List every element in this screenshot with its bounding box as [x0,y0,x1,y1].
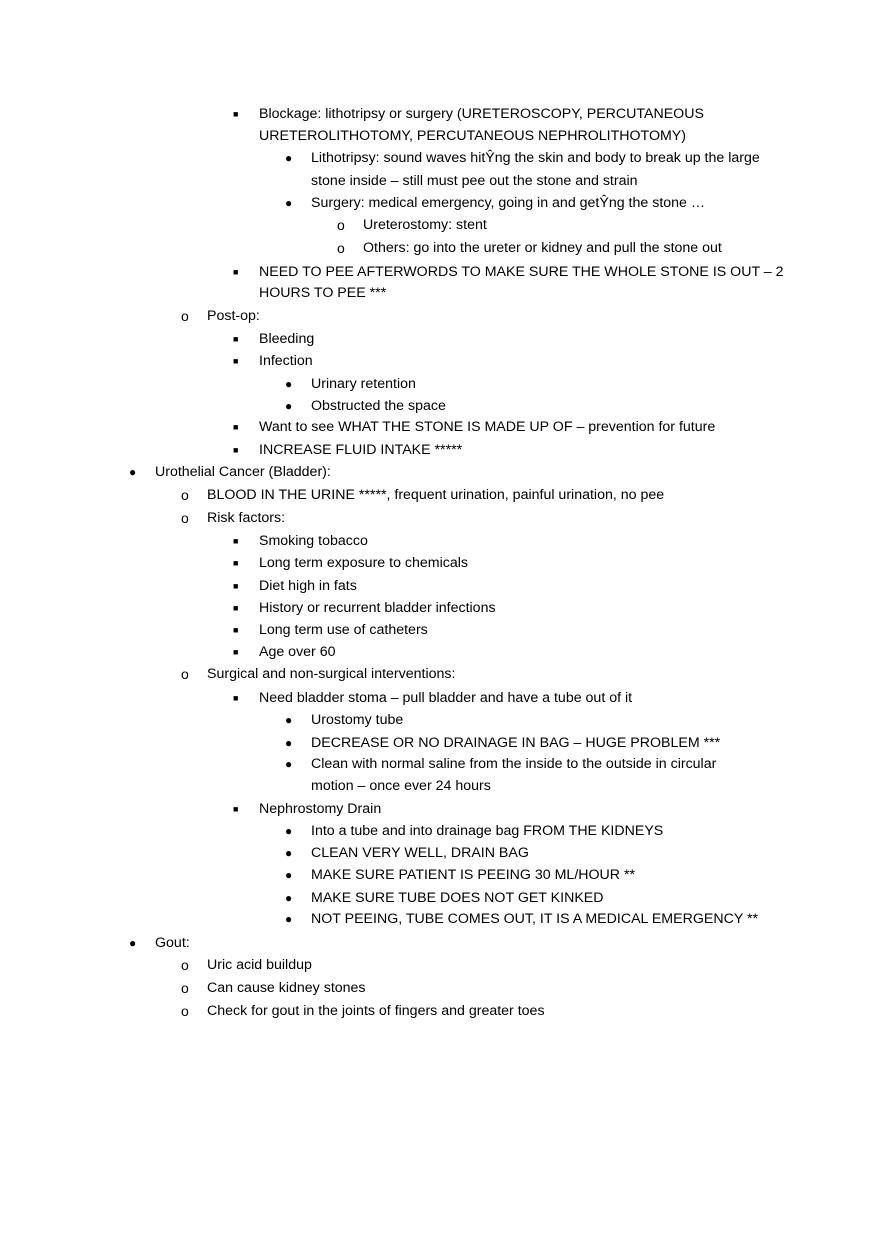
bullet-icon: ● [285,196,293,210]
bullet-icon: ● [129,465,137,479]
list-item-medical-emergency: NOT PEEING, TUBE COMES OUT, IT IS A MEDICAL EMERGENCY ** [311,911,759,927]
bullet-icon: ● [285,713,293,727]
list-item-lithotripsy-line2: stone inside – still must pee out the stone and strain [311,173,638,189]
square-bullet-icon: ■ [233,693,239,703]
list-item-check-gout: Check for gout in the joints of fingers and greater toes [207,1003,545,1019]
list-item-bladder-stoma: Need bladder stoma – pull bladder and have a tube out of it [259,690,633,706]
square-bullet-icon: ■ [233,536,239,546]
list-item-not-kinked: MAKE SURE TUBE DOES NOT GET KINKED [311,890,604,906]
bullet-icon: ● [285,891,293,905]
list-item-nephrostomy-drain: Nephrostomy Drain [259,801,382,817]
bullet-icon: ● [285,736,293,750]
square-bullet-icon: ■ [233,445,239,455]
list-item-increase-fluid: INCREASE FLUID INTAKE ***** [259,442,463,458]
list-item-risk-factors: Risk factors: [207,510,286,526]
square-bullet-icon: ■ [233,422,239,432]
square-bullet-icon: ■ [233,267,239,277]
square-bullet-icon: ■ [233,356,239,366]
square-bullet-icon: ■ [233,581,239,591]
list-item-catheters: Long term use of catheters [259,622,428,638]
square-bullet-icon: ■ [233,334,239,344]
list-item-bleeding: Bleeding [259,331,315,347]
list-item-kidney-stones: Can cause kidney stones [207,980,366,996]
bullet-icon: ● [285,399,293,413]
bullet-icon: ● [285,151,293,165]
list-item-uric-acid: Uric acid buildup [207,957,312,973]
list-item-blockage-line2: URETEROLITHOTOMY, PERCUTANEOUS NEPHROLITHOTOMY) [259,128,686,144]
list-item-interventions: Surgical and non-surgical interventions: [207,666,456,682]
list-item-peeing-30ml: MAKE SURE PATIENT IS PEEING 30 ML/HOUR ** [311,867,636,883]
circle-bullet-icon: o [337,217,345,233]
square-bullet-icon: ■ [233,603,239,613]
list-item-clean-saline-line1: Clean with normal saline from the inside to the outside in circular [311,756,717,772]
list-item-urostomy-tube: Urostomy tube [311,712,404,728]
circle-bullet-icon: o [181,308,189,324]
list-item-smoking: Smoking tobacco [259,533,368,549]
list-item-obstructed: Obstructed the space [311,398,446,414]
list-item-clean-saline-line2: motion – once ever 24 hours [311,778,491,794]
bullet-icon: ● [285,846,293,860]
circle-bullet-icon: o [181,980,189,996]
bullet-icon: ● [285,824,293,838]
circle-bullet-icon: o [337,240,345,256]
bullet-icon: ● [129,936,137,950]
list-item-blockage-line1: Blockage: lithotripsy or surgery (URETEROSCOPY, PERCUTANEOUS [259,106,704,122]
list-item-bladder-infections: History or recurrent bladder infections [259,600,496,616]
square-bullet-icon: ■ [233,804,239,814]
list-item-want-to-see: Want to see WHAT THE STONE IS MADE UP OF – prevention for future [259,419,716,435]
list-item-blood-in-urine: BLOOD IN THE URINE *****, frequent urination, painful urination, no pee [207,487,665,503]
circle-bullet-icon: o [181,510,189,526]
list-item-post-op: Post-op: [207,308,260,324]
list-item-gout: Gout: [155,935,190,951]
list-item-ureterostomy: Ureterostomy: stent [363,217,487,233]
circle-bullet-icon: o [181,1003,189,1019]
list-item-urinary-retention: Urinary retention [311,376,416,392]
list-item-diet: Diet high in fats [259,578,357,594]
list-item-infection: Infection [259,353,313,369]
square-bullet-icon: ■ [233,647,239,657]
bullet-icon: ● [285,757,293,771]
circle-bullet-icon: o [181,957,189,973]
list-item-need-to-pee-line2: HOURS TO PEE *** [259,285,387,301]
square-bullet-icon: ■ [233,558,239,568]
square-bullet-icon: ■ [233,109,239,119]
list-item-need-to-pee-line1: NEED TO PEE AFTERWORDS TO MAKE SURE THE WHOLE STONE IS OUT – 2 [259,264,784,280]
list-item-clean-drain: CLEAN VERY WELL, DRAIN BAG [311,845,529,861]
bullet-icon: ● [285,868,293,882]
list-item-decrease-drainage: DECREASE OR NO DRAINAGE IN BAG – HUGE PROBLEM *** [311,735,721,751]
list-item-urothelial-cancer: Urothelial Cancer (Bladder): [155,464,331,480]
list-item-surgery: Surgery: medical emergency, going in and getŶng the stone … [311,195,706,211]
bullet-icon: ● [285,377,293,391]
circle-bullet-icon: o [181,487,189,503]
bullet-icon: ● [285,912,293,926]
square-bullet-icon: ■ [233,625,239,635]
list-item-chemicals: Long term exposure to chemicals [259,555,468,571]
list-item-lithotripsy-line1: Lithotripsy: sound waves hitŶng the skin and body to break up the large [311,150,760,166]
list-item-others: Others: go into the ureter or kidney and pull the stone out [363,240,722,256]
list-item-into-tube: Into a tube and into drainage bag FROM THE KIDNEYS [311,823,664,839]
list-item-age: Age over 60 [259,644,336,660]
circle-bullet-icon: o [181,666,189,682]
